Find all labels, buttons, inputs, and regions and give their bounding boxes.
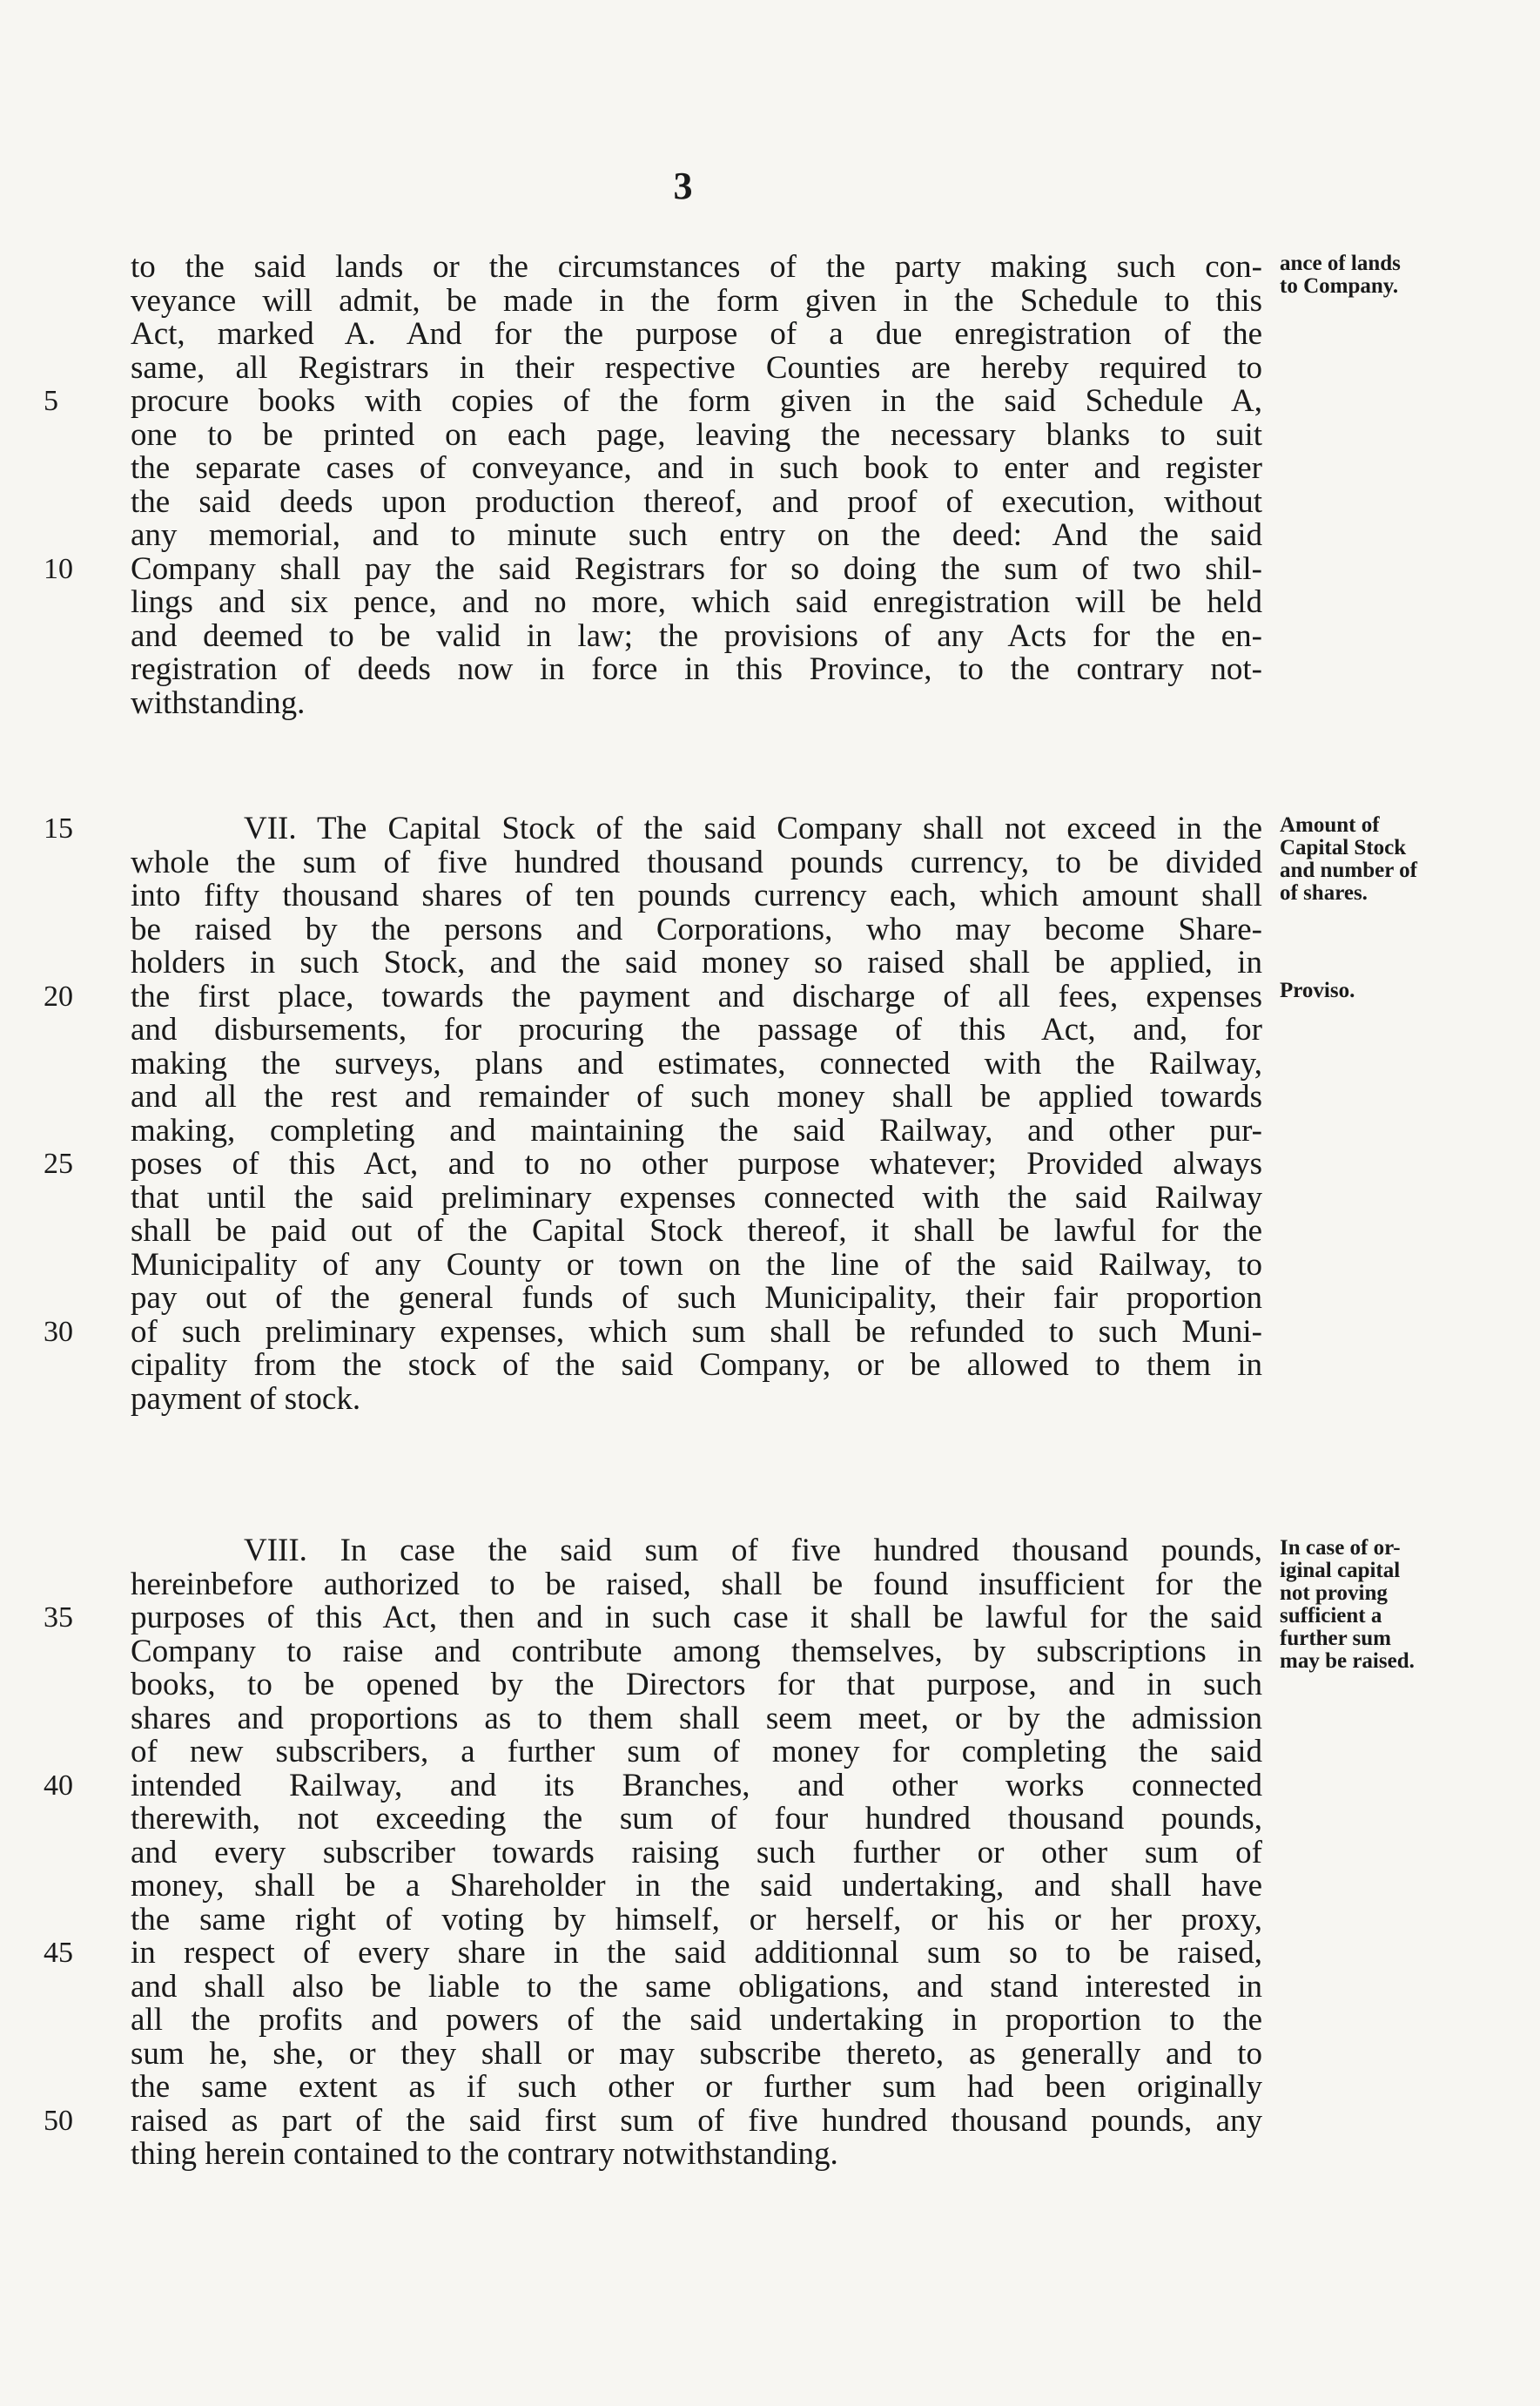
line-number: 20 (44, 980, 73, 1013)
text-line: making the surveys, plans and estimates, connected with the Railway, (131, 1045, 1262, 1082)
text-line: the said deeds upon production thereof, and proof of execution, without (131, 483, 1262, 520)
text-line: Company shall pay the said Registrars for so doing the sum of two shil- (131, 550, 1262, 587)
margin-note: Amount of Capital Stock and number of of shares. (1280, 813, 1417, 905)
text-line: the separate cases of conveyance, and in such book to enter and register (131, 450, 1262, 486)
line-number: 35 (44, 1601, 73, 1634)
text-line: cipality from the stock of the said Company, or be allowed to them in (131, 1347, 1262, 1383)
margin-note: In case of or- iginal capital not proving sufficient a further sum may be raised. (1280, 1536, 1415, 1673)
text-line: therewith, not exceeding the sum of four hundred thousand pounds, (131, 1801, 1262, 1837)
text-line: any memorial, and to minute such entry on the deed: And the said (131, 517, 1262, 553)
text-line: and all the rest and remainder of such money shall be applied towards (131, 1079, 1262, 1115)
text-line: procure books with copies of the form given in the said Schedule A, (131, 383, 1262, 419)
text-line: shares and proportions as to them shall seem meet, or by the admission (131, 1700, 1262, 1736)
text-line: of such preliminary expenses, which sum shall be refunded to such Muni- (131, 1313, 1262, 1350)
text-line: and disbursements, for procuring the passage of this Act, and, for (131, 1012, 1262, 1048)
text-line: the same right of voting by himself, or herself, or his or her proxy, (131, 1901, 1262, 1938)
line-number: 50 (44, 2104, 73, 2137)
text-line: to the said lands or the circumstances of the party making such con- (131, 249, 1262, 285)
text-line: sum he, she, or they shall or may subscribe thereto, as generally and to (131, 2035, 1262, 2072)
text-line: into fifty thousand shares of ten pounds currency each, which amount shall (131, 878, 1262, 913)
text-line: poses of this Act, and to no other purpose whatever; Provided always (131, 1146, 1262, 1182)
text-line: thing herein contained to the contrary notwithstanding. (131, 2136, 838, 2172)
text-line: hereinbefore authorized to be raised, shall be found insufficient for the (131, 1566, 1262, 1602)
text-line: that until the said preliminary expenses connected with the said Railway (131, 1179, 1262, 1216)
text-line: the same extent as if such other or further sum had been originally (131, 2069, 1262, 2105)
line-number: 45 (44, 1937, 73, 1969)
text-line: making, completing and maintaining the said Railway, and other pur- (131, 1112, 1262, 1149)
text-line: be raised by the persons and Corporations, who may become Share- (131, 911, 1262, 947)
text-line: pay out of the general funds of such Municipality, their fair proportion (131, 1280, 1262, 1316)
text-line: and deemed to be valid in law; the provisions of any Acts for the en- (131, 617, 1262, 654)
text-line: VII. The Capital Stock of the said Company shall not exceed in the (244, 811, 1262, 846)
text-line: in respect of every share in the said additionnal sum so to be raised, (131, 1935, 1262, 1971)
text-line: Municipality of any County or town on the line of the said Railway, to (131, 1246, 1262, 1283)
text-line: withstanding. (131, 684, 306, 721)
text-line: shall be paid out of the Capital Stock thereof, it shall be lawful for the (131, 1213, 1262, 1249)
line-number: 25 (44, 1148, 73, 1180)
text-line: lings and six pence, and no more, which said enregistration will be held (131, 584, 1262, 620)
text-line: money, shall be a Shareholder in the said undertaking, and shall have (131, 1868, 1262, 1904)
text-line: Company to raise and contribute among themselves, by subscriptions in (131, 1633, 1262, 1669)
text-line: books, to be opened by the Directors for that purpose, and in such (131, 1667, 1262, 1702)
line-number: 15 (44, 812, 73, 845)
text-line: purposes of this Act, then and in such case it shall be lawful for the said (131, 1600, 1262, 1635)
text-line: veyance will admit, be made in the form given in the Schedule to this (131, 282, 1262, 319)
text-line: intended Railway, and its Branches, and other works connected (131, 1767, 1262, 1803)
text-line: registration of deeds now in force in this Province, to the contrary not- (131, 651, 1262, 687)
line-number: 10 (44, 552, 73, 585)
text-line: and shall also be liable to the same obligations, and stand interested in (131, 1968, 1262, 2005)
text-line: and every subscriber towards raising such further or other sum of (131, 1834, 1262, 1870)
text-line: whole the sum of five hundred thousand pounds currency, to be divided (131, 844, 1262, 880)
text-line: Act, marked A. And for the purpose of a due enregistration of the (131, 316, 1262, 352)
text-line: of new subscribers, a further sum of money for completing the said (131, 1734, 1262, 1769)
margin-note: ance of lands to Company. (1280, 252, 1401, 298)
line-number: 30 (44, 1315, 73, 1348)
text-line: holders in such Stock, and the said money so raised shall be applied, in (131, 945, 1262, 981)
text-line: all the profits and powers of the said undertaking in proportion to the (131, 2002, 1262, 2038)
text-line: one to be printed on each page, leaving the necessary blanks to suit (131, 416, 1262, 453)
margin-note: Proviso. (1280, 979, 1355, 1002)
text-line: same, all Registrars in their respective Counties are hereby required to (131, 349, 1262, 386)
text-line: VIII. In case the said sum of five hundred thousand pounds, (244, 1533, 1262, 1568)
line-number: 40 (44, 1769, 73, 1802)
text-line: the first place, towards the payment and discharge of all fees, expenses (131, 978, 1262, 1014)
text-line: payment of stock. (131, 1380, 361, 1417)
line-number: 5 (44, 385, 58, 417)
page-number: 3 (673, 165, 693, 207)
text-line: raised as part of the said first sum of five hundred thousand pounds, any (131, 2102, 1262, 2139)
